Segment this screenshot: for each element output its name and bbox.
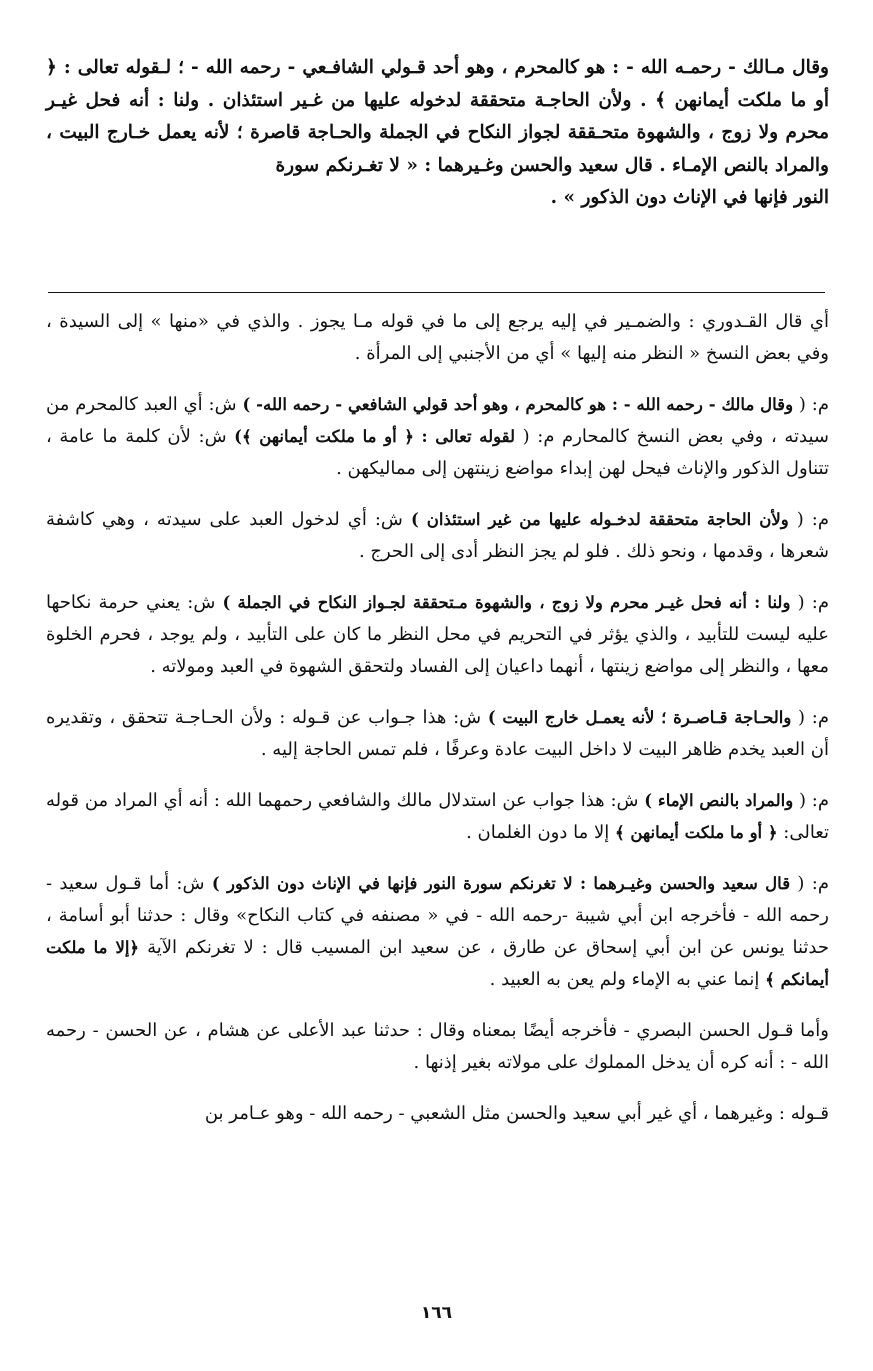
commentary-paragraph-4: م: ( ولنا : أنه فحل غيـر محرم ولا زوج ، والشهوة مـتحققة لجـواز النكاح في الجملة ) ش: يعني حرمة نكاحها عليه ليست للتأبيد ، والذي يؤثر في التحريم في محل النظر ما كان على التأبيد ، ولم يوجد ، فحرم الخلوة معها ، والنظر إلى مواضع زينتها ، أنهما داعيان إلى الفساد ولتحقق الشهوة في العبد ومولاته . xyxy=(46,592,829,677)
matn-body: وقال مـالك - رحمـه الله - : هو كالمحرم ، وهو أحد قـولي الشافـعي - رحمه الله - ؛ لـقوله تعالى : ﴿ أو ما ملكت أيمانهن ﴾ . ولأن الحاجـة متحققة لدخوله عليها من غـير استئذان . ولنا : أنه فحل غيـر محرم ولا زوج ، والشهوة متحـققة لجواز النكاح في الجملة والحـاجة قاصرة ؛ لأنه يعمل خـارج البيت ، والمراد بالنص الإمـاء . قال سعيد والحسن وغـيرهما : « لا تغـرنكم سورة xyxy=(46,57,829,176)
quoted-matn: ولنا : أنه فحل غيـر محرم ولا زوج ، والشهوة مـتحققة لجـواز النكاح في الجملة ) xyxy=(215,593,791,612)
commentary-paragraph-5: م: ( والحـاجة قـاصـرة ؛ لأنه يعمـل خارج البيت ) ش: هذا جـواب عن قـوله : ولأن الحـاجـة تتحقق ، وتقديره أن العبد يخدم ظاهر البيت لا داخل البيت عادة وعرفًا ، فلم تمس الحاجة إليه . xyxy=(46,707,829,760)
commentary-paragraph-6: م: ( والمراد بالنص الإماء ) ش: هذا جواب عن استدلال مالك والشافعي رحمهما الله : أنه أي المراد من قوله تعالى: ﴿ أو ما ملكت أيمانهن ﴾ إلا ما دون الغلمان . xyxy=(46,790,829,843)
commentary-paragraph-3: م: ( ولأن الحاجة متحققة لدخـوله عليها من غير استئذان ) ش: أي لدخول العبد على سيدته ، وهي كاشفة شعرها ، وقدمها ، ونحو ذلك . فلو لم يجز النظر أدى إلى الحرج . xyxy=(46,509,829,562)
quoted-matn: والحـاجة قـاصـرة ؛ لأنه يعمـل خارج البيت ) xyxy=(481,708,792,727)
quoted-matn: ﴿إلا ما ملكت أيمانكم ﴾ xyxy=(46,938,829,989)
commentary-paragraph-9: قـوله : وغيرهما ، أي غير أبي سعيد والحسن مثل الشعبي - رحمه الله - وهو عـامر بن xyxy=(204,1103,829,1124)
footnote-divider xyxy=(48,292,825,293)
commentary-paragraph-8: وأما قـول الحسن البصري - فأخرجه أيضًا بمعناه وقال : حدثنا عبد الأعلى عن هشام ، عن الحسن - رحمه الله - : أنه كره أن يدخل المملوك على مولاته بغير إذنها . xyxy=(46,1020,829,1073)
quoted-matn: والمراد بالنص الإماء ) xyxy=(638,791,794,810)
quoted-matn: ولأن الحاجة متحققة لدخـوله عليها من غير استئذان ) xyxy=(402,510,789,529)
matn-text-block xyxy=(46,52,829,215)
commentary-paragraph-2: م: ( وقال مالك - رحمه الله - : هو كالمحرم ، وهو أحد قولي الشافعي - رحمه الله- ) ش: أي العبد كالمحرم من سيدته ، وفي بعض النسخ كالمحارم م: ( لقوله تعالى : ﴿ أو ما ملكت أيمانهن ﴾) ش: لأن كلمة ما عامة ، تتناول الذكور والإناث فيحل لهن إبداء مواضع زينتهن إلى مماليكهن . xyxy=(46,394,830,479)
commentary-paragraph-1: أي قال القـدوري : والضمـير في إليه يرجع إلى ما في قوله مـا يجوز . والذي في «منها » إلى السيدة ، وفي بعض النسخ « النظر منه إليها » أي من الأجنبي إلى المرأة . xyxy=(46,311,829,364)
commentary-paragraph-7: م: ( قال سعيد والحسن وغيـرهما : لا تغرنكم سورة النور فإنها في الإناث دون الذكور ) ش: أما قـول سعيد - رحمه الله - فأخرجه ابن أبي شيبة -رحمه الله - في « مصنفه في كتاب النكاح» وقال : حدثنا أبو أسامة ، حدثنا يونس عن ابن أبي إسحاق عن طارق ، عن سعيد ابن المسيب قال : لا تغرنكم الآية ﴿إلا ما ملكت أيمانكم ﴾ إنما عني به الإماء ولم يعن به العبيد . xyxy=(46,873,829,990)
quoted-matn: قال سعيد والحسن وغيـرهما : لا تغرنكم سورة النور فإنها في الإناث دون الذكور ) xyxy=(204,874,791,893)
quoted-matn: ﴿ أو ما ملكت أيمانهن ﴾ xyxy=(614,823,778,842)
quoted-matn: لقوله تعالى : ﴿ أو ما ملكت أيمانهن ﴾) xyxy=(234,427,516,446)
matn-last-line: النور فإنها في الإناث دون الذكور » . xyxy=(550,187,829,208)
page-number: ١٦٦ xyxy=(420,1303,453,1323)
commentary-block xyxy=(46,306,829,1149)
quoted-matn: وقال مالك - رحمه الله - : هو كالمحرم ، وهو أحد قولي الشافعي - رحمه الله- ) xyxy=(236,395,794,414)
